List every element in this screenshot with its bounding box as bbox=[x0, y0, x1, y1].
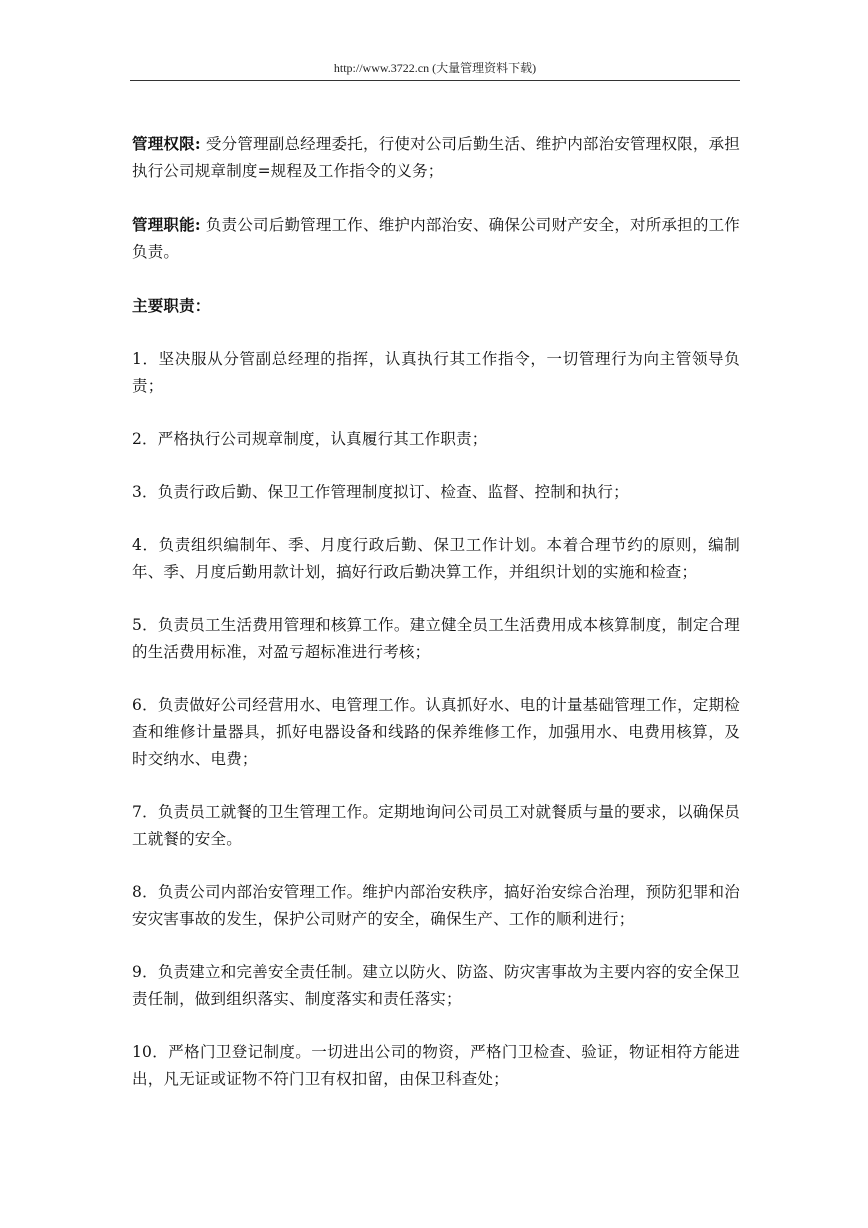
function-paragraph bbox=[132, 211, 740, 266]
function-label: 管理职能: bbox=[132, 215, 201, 234]
duty-item: 1．坚决服从分管副总经理的指挥，认真执行其工作指令，一切管理行为向主管领导负责； bbox=[132, 350, 740, 395]
duty-item: 5．负责员工生活费用管理和核算工作。建立健全员工生活费用成本核算制度，制定合理的生活费用标准，对盈亏超标准进行考核； bbox=[132, 616, 740, 661]
document-body bbox=[132, 130, 740, 1119]
header-rule bbox=[130, 80, 740, 81]
duty-item: 2．严格执行公司规章制度，认真履行其工作职责； bbox=[132, 430, 488, 448]
authority-text: 受分管理副总经理委托，行使对公司后勤生活、维护内部治安管理权限，承担执行公司规章制度=规程及工作指令的义务； bbox=[132, 135, 740, 180]
authority-label: 管理权限: bbox=[132, 134, 201, 153]
duty-item: 8．负责公司内部治安管理工作。维护内部治安秩序，搞好治安综合治理，预防犯罪和治安灾害事故的发生，保护公司财产的安全，确保生产、工作的顺利进行； bbox=[132, 883, 740, 928]
duty-item: 9．负责建立和完善安全责任制。建立以防火、防盗、防灾害事故为主要内容的安全保卫责任制，做到组织落实、制度落实和责任落实； bbox=[132, 963, 740, 1008]
duty-item: 10．严格门卫登记制度。一切进出公司的物资，严格门卫检查、验证，物证相符方能进出，凡无证或证物不符门卫有权扣留，由保卫科查处； bbox=[132, 1043, 740, 1088]
duty-item: 7．负责员工就餐的卫生管理工作。定期地询问公司员工对就餐质与量的要求，以确保员工就餐的安全。 bbox=[132, 803, 740, 848]
page-header: http://www.3722.cn (大量管理资料下载) bbox=[333, 61, 537, 75]
duties-heading: 主要职责： bbox=[132, 296, 211, 315]
duty-item: 6．负责做好公司经营用水、电管理工作。认真抓好水、电的计量基础管理工作，定期检查和维修计量器具，抓好电器设备和线路的保养维修工作，加强用水、电费用核算，及时交纳水、电费； bbox=[132, 696, 740, 768]
duty-item: 3．负责行政后勤、保卫工作管理制度拟订、检查、监督、控制和执行； bbox=[132, 483, 629, 501]
function-text: 负责公司后勤管理工作、维护内部治安、确保公司财产安全，对所承担的工作负责。 bbox=[132, 216, 740, 261]
authority-paragraph bbox=[132, 130, 740, 185]
duty-item: 4．负责组织编制年、季、月度行政后勤、保卫工作计划。本着合理节约的原则，编制年、季、月度后勤用款计划，搞好行政后勤决算工作，并组织计划的实施和检查； bbox=[132, 536, 740, 581]
